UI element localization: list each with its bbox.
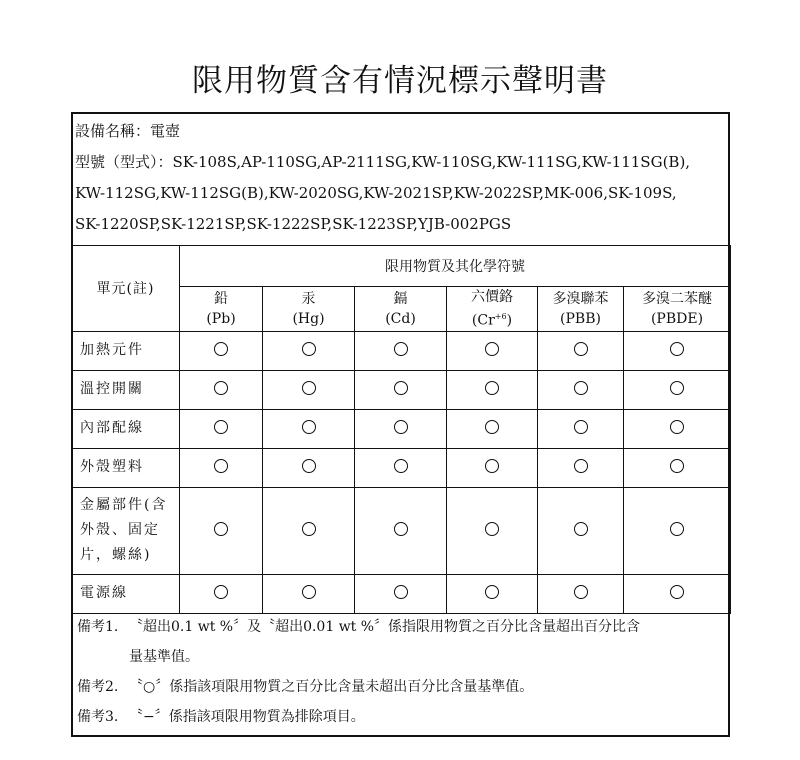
circle-mark: [394, 522, 408, 536]
model-line-1: 型號（型式）：SK-108S,AP-110SG,AP-2111SG,KW-110SG,KW-111SG,KW-111SG(B),: [75, 153, 691, 171]
mark-cell: [447, 574, 538, 613]
equipment-name: 設備名稱：電壺: [75, 122, 181, 140]
remark-continuation: 量基準值。: [129, 649, 199, 665]
substance-name: 鎘: [393, 290, 408, 307]
table-row: [72, 487, 731, 574]
model-line-3: SK-1220SP,SK-1221SP,SK-1222SP,SK-1223SP,YJB-002PGS: [75, 215, 512, 233]
substance-header-pbb: [538, 287, 624, 332]
remark-2: [77, 672, 727, 702]
part-name: 溫控開關: [72, 370, 180, 409]
substance-symbol: $(Cr^{+6})$: [471, 312, 513, 329]
table-row: [72, 409, 731, 448]
part-name: [72, 487, 180, 574]
substance-group-header: 限用物質及其化學符號: [180, 246, 731, 287]
circle-mark: [214, 381, 228, 395]
circle-mark: [485, 342, 499, 356]
mark-cell: [447, 448, 538, 487]
circle-mark: [574, 522, 588, 536]
circle-mark: [394, 585, 408, 599]
remark-tag: 備考2.: [77, 679, 119, 695]
mark-cell: [180, 409, 263, 448]
mark-cell: [624, 448, 731, 487]
mark-cell: [180, 370, 263, 409]
model-line-2: KW-112SG,KW-112SG(B),KW-2020SG,KW-2021SP,KW-2022SP,MK-006,SK-109S,: [75, 184, 677, 202]
circle-mark: [302, 522, 316, 536]
mark-cell: [355, 409, 447, 448]
mark-cell: [624, 574, 731, 613]
mark-cell: [538, 487, 624, 574]
circle-mark: [302, 420, 316, 434]
circle-mark: [214, 522, 228, 536]
remark-text: 〝超出0.1 wt %〞及〝超出0.01 wt %〞係指限用物質之百分比含量超出百分比含: [129, 619, 641, 635]
circle-mark: [574, 342, 588, 356]
circle-mark: [485, 420, 499, 434]
mark-cell: [263, 448, 355, 487]
mark-cell: [447, 370, 538, 409]
mark-cell: [355, 448, 447, 487]
circle-mark: [670, 585, 684, 599]
circle-mark: [214, 585, 228, 599]
part-name-line: 外殼、固定: [80, 522, 160, 539]
mark-cell: [180, 448, 263, 487]
substance-header-pbde: [624, 287, 731, 332]
part-name: 加熱元件: [72, 331, 180, 370]
substance-symbol: (Hg): [292, 310, 325, 327]
circle-mark: [670, 459, 684, 473]
circle-mark: [214, 459, 228, 473]
mark-cell: [263, 331, 355, 370]
circle-mark: [394, 342, 408, 356]
circle-mark: [394, 459, 408, 473]
circle-mark: [485, 381, 499, 395]
mark-cell: [180, 331, 263, 370]
substance-name: 六價鉻: [471, 289, 513, 305]
part-name-line: 片，螺絲): [80, 547, 152, 564]
substance-name: 多溴二苯醚: [642, 290, 712, 307]
mark-cell: [447, 487, 538, 574]
mark-cell: [263, 574, 355, 613]
mark-cell: [447, 331, 538, 370]
mark-cell: [355, 487, 447, 574]
substance-table: [71, 245, 731, 614]
substance-symbol: (PBDE): [650, 310, 704, 327]
mark-cell: [180, 487, 263, 574]
mark-cell: [538, 448, 624, 487]
mark-cell: [538, 370, 624, 409]
circle-mark: [394, 381, 408, 395]
remark-tag: 備考1.: [77, 619, 119, 635]
mark-cell: [538, 409, 624, 448]
circle-mark: [670, 381, 684, 395]
circle-mark: [394, 420, 408, 434]
table-row: [72, 448, 731, 487]
mark-cell: [538, 331, 624, 370]
page-title: 限用物質含有情況標示聲明書: [192, 63, 608, 99]
mark-cell: [447, 409, 538, 448]
circle-mark: [485, 522, 499, 536]
remark-1: [77, 612, 727, 672]
remark-3: [77, 702, 727, 732]
mark-cell: [538, 574, 624, 613]
mark-cell: [355, 574, 447, 613]
circle-mark: [485, 585, 499, 599]
circle-mark: [574, 459, 588, 473]
part-name: 內部配線: [72, 409, 180, 448]
mark-cell: [180, 574, 263, 613]
substance-header-pb: [180, 287, 263, 332]
table-row: [72, 574, 731, 613]
substance-header-hg: [263, 287, 355, 332]
circle-mark: [670, 342, 684, 356]
table-row: [72, 331, 731, 370]
substance-header-cr6: [447, 287, 538, 332]
circle-mark: [302, 381, 316, 395]
circle-mark: [574, 585, 588, 599]
mark-cell: [624, 370, 731, 409]
circle-mark: [302, 342, 316, 356]
circle-mark: [302, 459, 316, 473]
circle-mark: [214, 342, 228, 356]
substance-symbol: (Pb): [206, 310, 236, 327]
circle-mark: [214, 420, 228, 434]
substance-name: 多溴聯苯: [552, 290, 609, 307]
circle-mark: [574, 381, 588, 395]
mark-cell: [355, 331, 447, 370]
circle-mark: [670, 522, 684, 536]
substance-header-cd: [355, 287, 447, 332]
table-row: [72, 370, 731, 409]
circle-mark: [485, 459, 499, 473]
remark-text: 〝−〞係指該項限用物質為排除項目。: [129, 709, 365, 725]
mark-cell: [263, 487, 355, 574]
unit-header: 單元(註): [72, 246, 180, 332]
declaration-frame: [71, 112, 730, 737]
product-info: [75, 116, 690, 240]
part-name-line: 金屬部件(含: [80, 497, 168, 514]
substance-name: 鉛: [214, 290, 228, 307]
circle-mark: [302, 585, 316, 599]
substance-symbol: (Cd): [385, 310, 416, 327]
mark-cell: [624, 487, 731, 574]
mark-cell: [624, 409, 731, 448]
substance-symbol: (PBB): [560, 310, 601, 327]
substance-name: 汞: [301, 290, 316, 307]
remark-text: 〝○〞係指該項限用物質之百分比含量未超出百分比含量基準值。: [129, 679, 534, 695]
mark-cell: [355, 370, 447, 409]
circle-mark: [670, 420, 684, 434]
circle-mark: [574, 420, 588, 434]
mark-cell: [263, 370, 355, 409]
remark-tag: 備考3.: [77, 709, 119, 725]
part-name: 電源線: [72, 574, 180, 613]
mark-cell: [263, 409, 355, 448]
mark-cell: [624, 331, 731, 370]
part-name: 外殼塑料: [72, 448, 180, 487]
remarks: [77, 612, 727, 732]
